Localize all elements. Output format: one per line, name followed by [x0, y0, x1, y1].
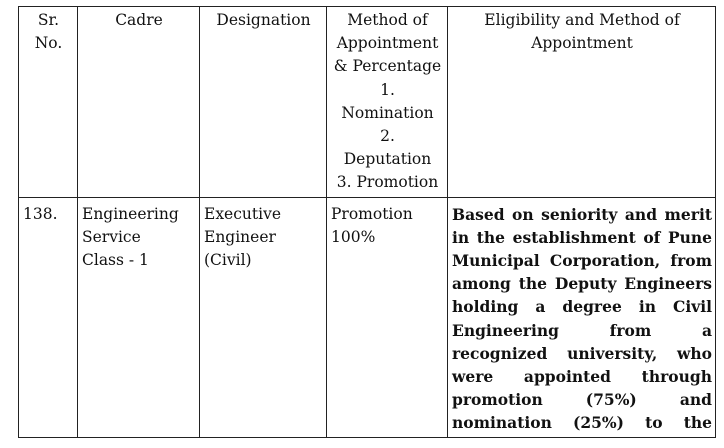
table-header-row: [19, 7, 716, 198]
cell-method: [327, 197, 448, 437]
method-line: 100%: [331, 227, 376, 246]
header-eligibility-line: Appointment: [531, 34, 633, 53]
cell-cadre: [78, 197, 200, 437]
designation-line: (Civil): [204, 251, 252, 270]
header-method-line: Method of: [347, 11, 428, 29]
header-method-line: 2.: [380, 127, 395, 146]
header-sr-no-line: No.: [34, 34, 63, 53]
eligibility-line: recognized university, who: [452, 343, 712, 363]
cadre-line: Class - 1: [82, 251, 149, 270]
header-method-line: Nomination: [341, 103, 434, 122]
cadre-line: Engineering: [82, 204, 179, 223]
header-designation-label: Designation: [216, 11, 311, 29]
header-eligibility: [448, 7, 716, 198]
eligibility-line: Based on seniority and merit: [452, 204, 712, 224]
header-cadre: [78, 7, 200, 198]
eligibility-line: nomination (25%) to the: [452, 413, 712, 433]
header-eligibility-line: Eligibility and Method of: [484, 11, 680, 29]
designation-line: Executive: [204, 204, 282, 223]
eligibility-line: were appointed through: [452, 367, 712, 387]
recruitment-rules-table: [18, 6, 716, 438]
table-row: [19, 197, 716, 437]
header-sr-no-line: Sr.: [37, 11, 60, 29]
header-method-line: & Percentage: [333, 57, 442, 76]
eligibility-line: among the Deputy Engineers: [452, 274, 712, 294]
cell-sr-no: [19, 197, 78, 437]
method-line: Promotion: [331, 204, 413, 223]
cadre-line: Service: [82, 227, 141, 246]
eligibility-line: holding a degree in Civil: [452, 297, 712, 317]
header-designation: [200, 7, 327, 198]
header-method-of-appointment: [327, 7, 448, 198]
cell-eligibility: [448, 197, 716, 437]
header-method-line: Deputation: [343, 150, 432, 169]
eligibility-line: Municipal Corporation, from: [452, 251, 712, 271]
eligibility-line: Engineering from a: [452, 320, 712, 340]
designation-line: Engineer: [204, 227, 276, 246]
sr-no-value: 138.: [23, 204, 58, 223]
eligibility-line: in the establishment of Pune: [452, 227, 712, 247]
header-method-line: 1.: [380, 80, 395, 99]
header-sr-no: [19, 7, 78, 198]
header-cadre-label: Cadre: [115, 11, 163, 29]
header-method-line: 3. Promotion: [336, 173, 439, 192]
cell-designation: [200, 197, 327, 437]
header-method-line: Appointment: [336, 34, 439, 53]
eligibility-line: promotion (75%) and: [452, 390, 712, 410]
